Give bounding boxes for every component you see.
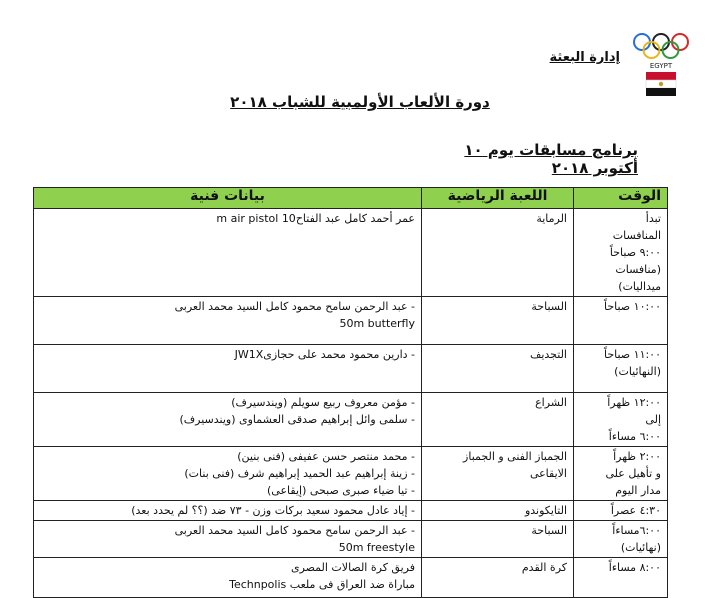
details-cell xyxy=(34,501,422,521)
time-line: المنافسات xyxy=(612,229,661,242)
time-line: (النهائيات) xyxy=(614,365,661,378)
time-line: ١٢:٠٠ ظهراً xyxy=(607,396,661,409)
table-row xyxy=(34,501,668,521)
schedule-table xyxy=(33,187,668,598)
details-cell xyxy=(34,447,422,501)
time-cell xyxy=(574,345,668,393)
table-row xyxy=(34,558,668,598)
time-cell xyxy=(574,447,668,501)
time-cell xyxy=(574,521,668,558)
sport-cell xyxy=(422,501,574,521)
time-cell xyxy=(574,558,668,598)
time-line: ١٠:٠٠ صباحاً xyxy=(603,300,661,313)
details-cell xyxy=(34,209,422,297)
details-line: - زينة إبراهيم عبد الحميد إبراهيم شرف (فنى بنات) xyxy=(184,467,415,480)
page-subtitle: برنامج مسابقات يوم ١٠ أكتوبر ٢٠١٨ xyxy=(464,141,638,177)
time-line: (نهائيات) xyxy=(620,541,661,554)
page-title: دورة الألعاب الأولمبية للشباب ٢٠١٨ xyxy=(230,93,490,111)
header-sport: اللعبة الرياضية xyxy=(422,188,574,209)
sport-line: التايكوندو xyxy=(524,504,567,517)
sport-cell xyxy=(422,521,574,558)
sport-line: كرة القدم xyxy=(521,561,567,574)
details-cell xyxy=(34,297,422,345)
org-label: إدارة البعثة xyxy=(549,50,620,65)
time-line: و تأهيل على xyxy=(605,467,661,480)
sport-line: التجديف xyxy=(529,348,567,361)
time-cell xyxy=(574,297,668,345)
egypt-olympic-logo xyxy=(632,30,690,100)
sport-cell xyxy=(422,209,574,297)
details-line: - تيا ضياء صبرى صبحى (إيقاعى) xyxy=(267,484,415,497)
sport-line: السباحة xyxy=(531,524,567,537)
details-line: - محمد منتصر حسن عفيفى (فنى بنين) xyxy=(237,450,415,463)
time-line: ٦:٠٠مساءاً xyxy=(612,524,661,537)
sport-cell xyxy=(422,297,574,345)
logo-text: EGYPT xyxy=(649,62,673,70)
time-line: ٤:٣٠ عصراً xyxy=(610,504,661,517)
details-line: - عبد الرحمن سامح محمود كامل السيد محمد العربى xyxy=(174,300,415,313)
sport-cell xyxy=(422,393,574,447)
details-line: - مؤمن معروف ربيع سويلم (ويندسيرف) xyxy=(231,396,415,409)
sport-line: الرماية xyxy=(536,212,567,225)
time-line: ميداليات) xyxy=(618,280,661,293)
time-line: تبدأ xyxy=(645,212,661,225)
table-row xyxy=(34,297,668,345)
details-line: عمر أحمد كامل عبد الفتاح10 m air pistol xyxy=(216,212,415,225)
sport-line: السباحة xyxy=(531,300,567,313)
sport-line: الجمباز الفنى و الجمباز xyxy=(463,450,567,463)
details-cell xyxy=(34,558,422,598)
table-row xyxy=(34,209,668,297)
sport-cell xyxy=(422,345,574,393)
time-line: ٨:٠٠ مساءاً xyxy=(608,561,661,574)
time-cell xyxy=(574,209,668,297)
table-row xyxy=(34,345,668,393)
details-line: فريق كرة الصالات المصرى xyxy=(290,561,415,574)
sport-line: الشراع xyxy=(535,396,567,409)
time-cell xyxy=(574,501,668,521)
details-line: - عبد الرحمن سامح محمود كامل السيد محمد العربى xyxy=(174,524,415,537)
details-line: - دارين محمود محمد على حجازىJW1X xyxy=(234,348,415,361)
details-line: - سلمى وائل إبراهيم صدقى العشماوى (ويندسيرف) xyxy=(179,413,415,426)
time-line: ٩:٠٠ صباحاً xyxy=(609,246,661,259)
table-row xyxy=(34,393,668,447)
details-cell xyxy=(34,521,422,558)
sport-cell xyxy=(422,558,574,598)
time-cell xyxy=(574,393,668,447)
details-cell xyxy=(34,393,422,447)
details-line: 50m butterfly xyxy=(339,317,415,330)
details-line: - إياد عادل محمود سعيد بركات وزن - ٧٣ ضد (؟؟ لم يحدد بعد) xyxy=(131,504,415,517)
time-line: ١١:٠٠ صباحاً xyxy=(603,348,661,361)
time-line: ٦:٠٠ مساءاً xyxy=(608,430,661,443)
time-line: (منافسات xyxy=(615,263,661,276)
details-cell xyxy=(34,345,422,393)
details-line: مباراة ضد العراق فى ملعب Technpolis xyxy=(229,578,415,591)
time-line: مدار اليوم xyxy=(615,484,661,497)
table-header-row xyxy=(34,188,668,209)
table-row xyxy=(34,521,668,558)
time-line: إلى xyxy=(645,413,661,426)
details-line: 50m freestyle xyxy=(338,541,415,554)
table-row xyxy=(34,447,668,501)
header-time: الوقت xyxy=(574,188,668,209)
time-line: ٢:٠٠ ظهراً xyxy=(613,450,661,463)
header-details: بيانات فنية xyxy=(34,188,422,209)
sport-line: الايقاعى xyxy=(529,467,567,480)
sport-cell xyxy=(422,447,574,501)
